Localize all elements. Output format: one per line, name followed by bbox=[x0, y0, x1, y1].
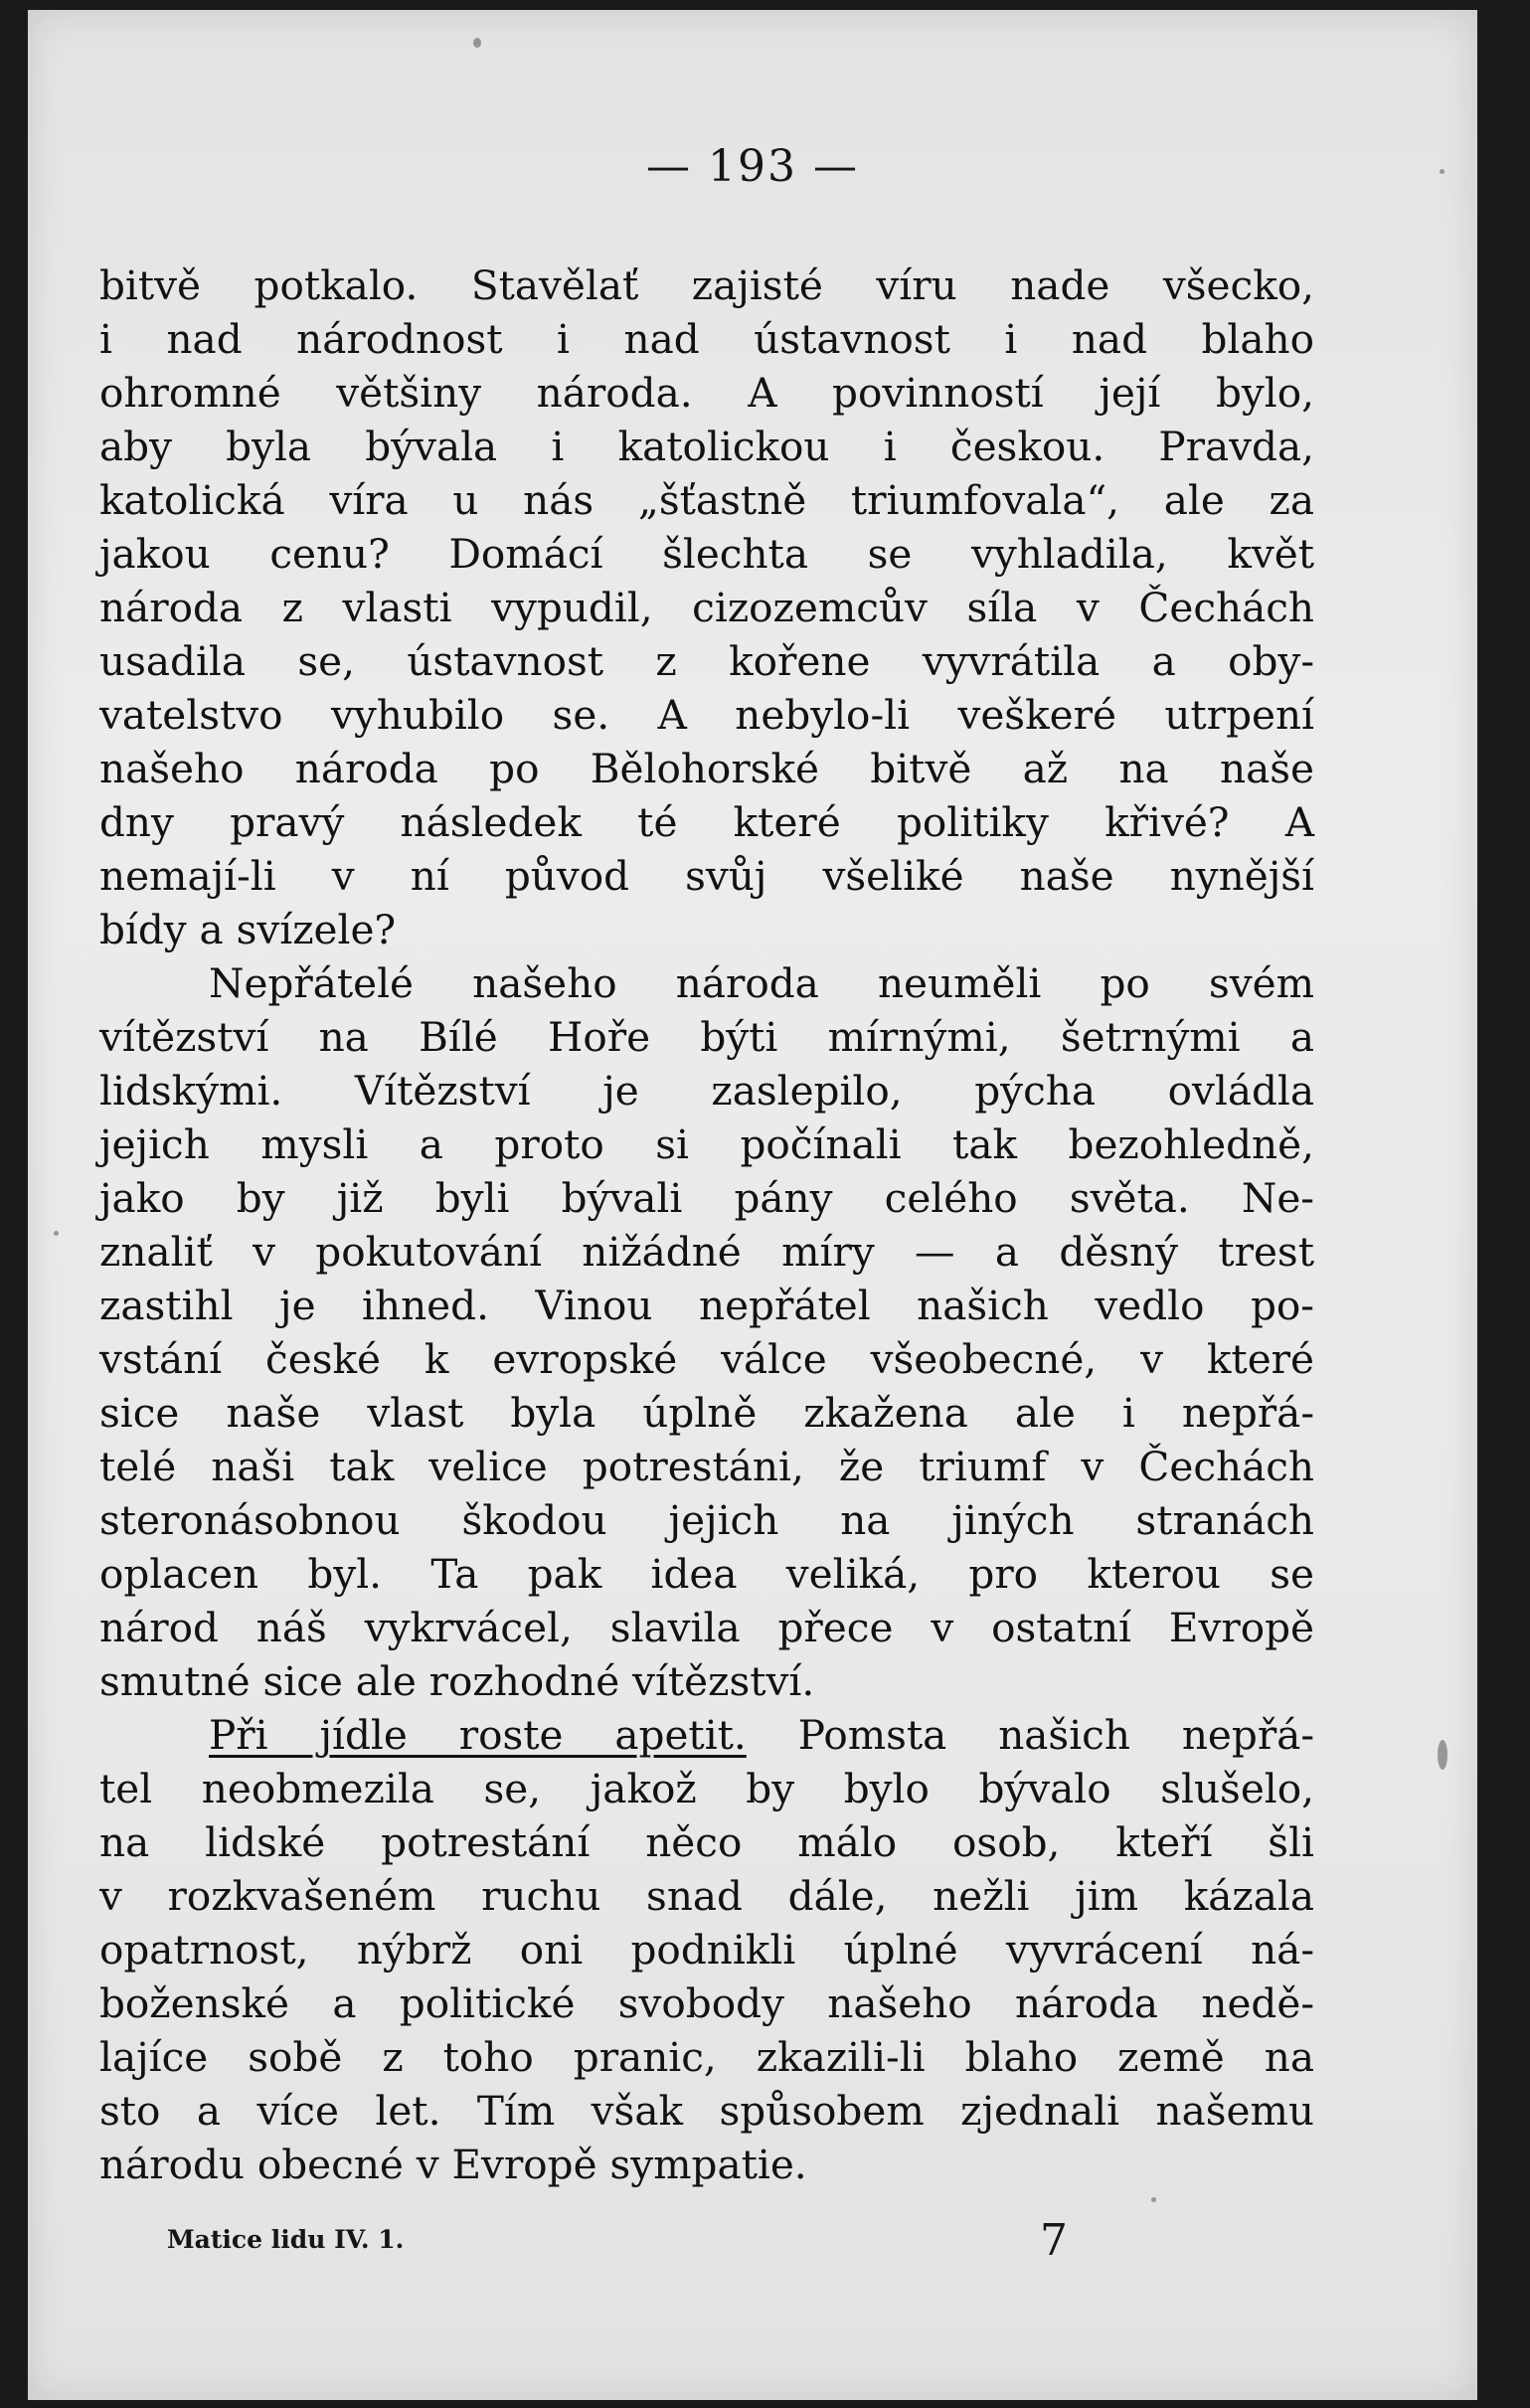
text-line bbox=[99, 1708, 1314, 1762]
body-text bbox=[99, 258, 1314, 2191]
text-line: bídy a svízele? bbox=[99, 906, 397, 953]
underlined-phrase: Při jídle roste apetit. bbox=[209, 1711, 747, 1759]
text-line: národa z vlasti vypudil, cizozemcův síla v Čechách bbox=[99, 584, 1314, 631]
text-line: dny pravý následek té které politiky křivé? A bbox=[99, 798, 1314, 846]
footer-sheet-number: 7 bbox=[1040, 2215, 1068, 2266]
text-line: národ náš vykrvácel, slavila přece v ostatní Evropě bbox=[99, 1604, 1314, 1651]
book-page bbox=[28, 10, 1477, 2400]
text-line: ohromné většiny národa. A povinností její bylo, bbox=[99, 369, 1314, 417]
text-line: katolická víra u nás „šťastně triumfovala“, ale za bbox=[99, 476, 1314, 524]
page-footer bbox=[167, 2215, 1161, 2275]
text-line: jejich mysli a proto si počínali tak bezohledně, bbox=[99, 1120, 1314, 1168]
print-speck bbox=[473, 38, 481, 48]
text-line: telé naši tak velice potrestáni, že triumf v Čechách bbox=[99, 1443, 1314, 1490]
print-speck bbox=[1151, 2197, 1156, 2202]
text-line: smutné sice ale rozhodné vítězství. bbox=[99, 1657, 815, 1705]
text-line: sice naše vlast byla úplně zkažena ale i nepřá- bbox=[99, 1389, 1314, 1437]
print-speck bbox=[1440, 169, 1445, 174]
text-line: aby byla bývala i katolickou i českou. Pravda, bbox=[99, 423, 1314, 470]
text-line: oplacen byl. Ta pak idea veliká, pro kterou se bbox=[99, 1550, 1314, 1598]
text-line: tel neobmezila se, jakož by bylo bývalo slušelo, bbox=[99, 1765, 1314, 1812]
text-line: lajíce sobě z toho pranic, zkazili-li blaho země na bbox=[99, 2033, 1314, 2081]
line-rest: Pomsta našich nepřá- bbox=[746, 1711, 1315, 1759]
text-line: znaliť v pokutování nižádné míry — a děsný trest bbox=[99, 1228, 1314, 1276]
text-line: lidskými. Vítězství je zaslepilo, pýcha ovládla bbox=[99, 1067, 1314, 1115]
print-speck bbox=[54, 1231, 59, 1236]
print-speck bbox=[1438, 1740, 1447, 1770]
text-line: jakou cenu? Domácí šlechta se vyhladila, květ bbox=[99, 530, 1314, 578]
text-line: jako by již byli bývali pány celého světa. Ne- bbox=[99, 1174, 1314, 1222]
text-line: našeho národa po Bělohorské bitvě až na naše bbox=[99, 745, 1314, 792]
text-line: vatelstvo vyhubilo se. A nebylo-li veškeré utrpení bbox=[99, 691, 1314, 739]
text-line: steronásobnou škodou jejich na jiných stranách bbox=[99, 1496, 1314, 1544]
page-number: — 193 — bbox=[646, 141, 859, 192]
text-line: vstání české k evropské válce všeobecné, v které bbox=[99, 1335, 1314, 1383]
text-line: boženské a politické svobody našeho národa nedě- bbox=[99, 1979, 1314, 2027]
text-line: i nad národnost i nad ústavnost i nad blaho bbox=[99, 315, 1314, 363]
text-line: vítězství na Bílé Hoře býti mírnými, šetrnými a bbox=[99, 1013, 1314, 1061]
footer-signature: Matice lidu IV. 1. bbox=[167, 2225, 405, 2254]
text-line: v rozkvašeném ruchu snad dále, nežli jim kázala bbox=[99, 1872, 1314, 1920]
text-line: národu obecné v Evropě sympatie. bbox=[99, 2141, 807, 2188]
text-line: Nepřátelé našeho národa neuměli po svém bbox=[209, 959, 1314, 1007]
text-line: bitvě potkalo. Stavělať zajisté víru nade všecko, bbox=[99, 261, 1314, 309]
text-line: sto a více let. Tím však spůsobem zjednali našemu bbox=[99, 2087, 1314, 2135]
text-line: opatrnost, nýbrž oni podnikli úplné vyvrácení ná- bbox=[99, 1926, 1314, 1974]
text-line: zastihl je ihned. Vinou nepřátel našich vedlo po- bbox=[99, 1282, 1314, 1329]
text-line: usadila se, ústavnost z kořene vyvrátila a oby- bbox=[99, 637, 1314, 685]
text-line: nemají-li v ní původ svůj všeliké naše nynější bbox=[99, 852, 1314, 900]
text-line: na lidské potrestání něco málo osob, kteří šli bbox=[99, 1818, 1314, 1866]
